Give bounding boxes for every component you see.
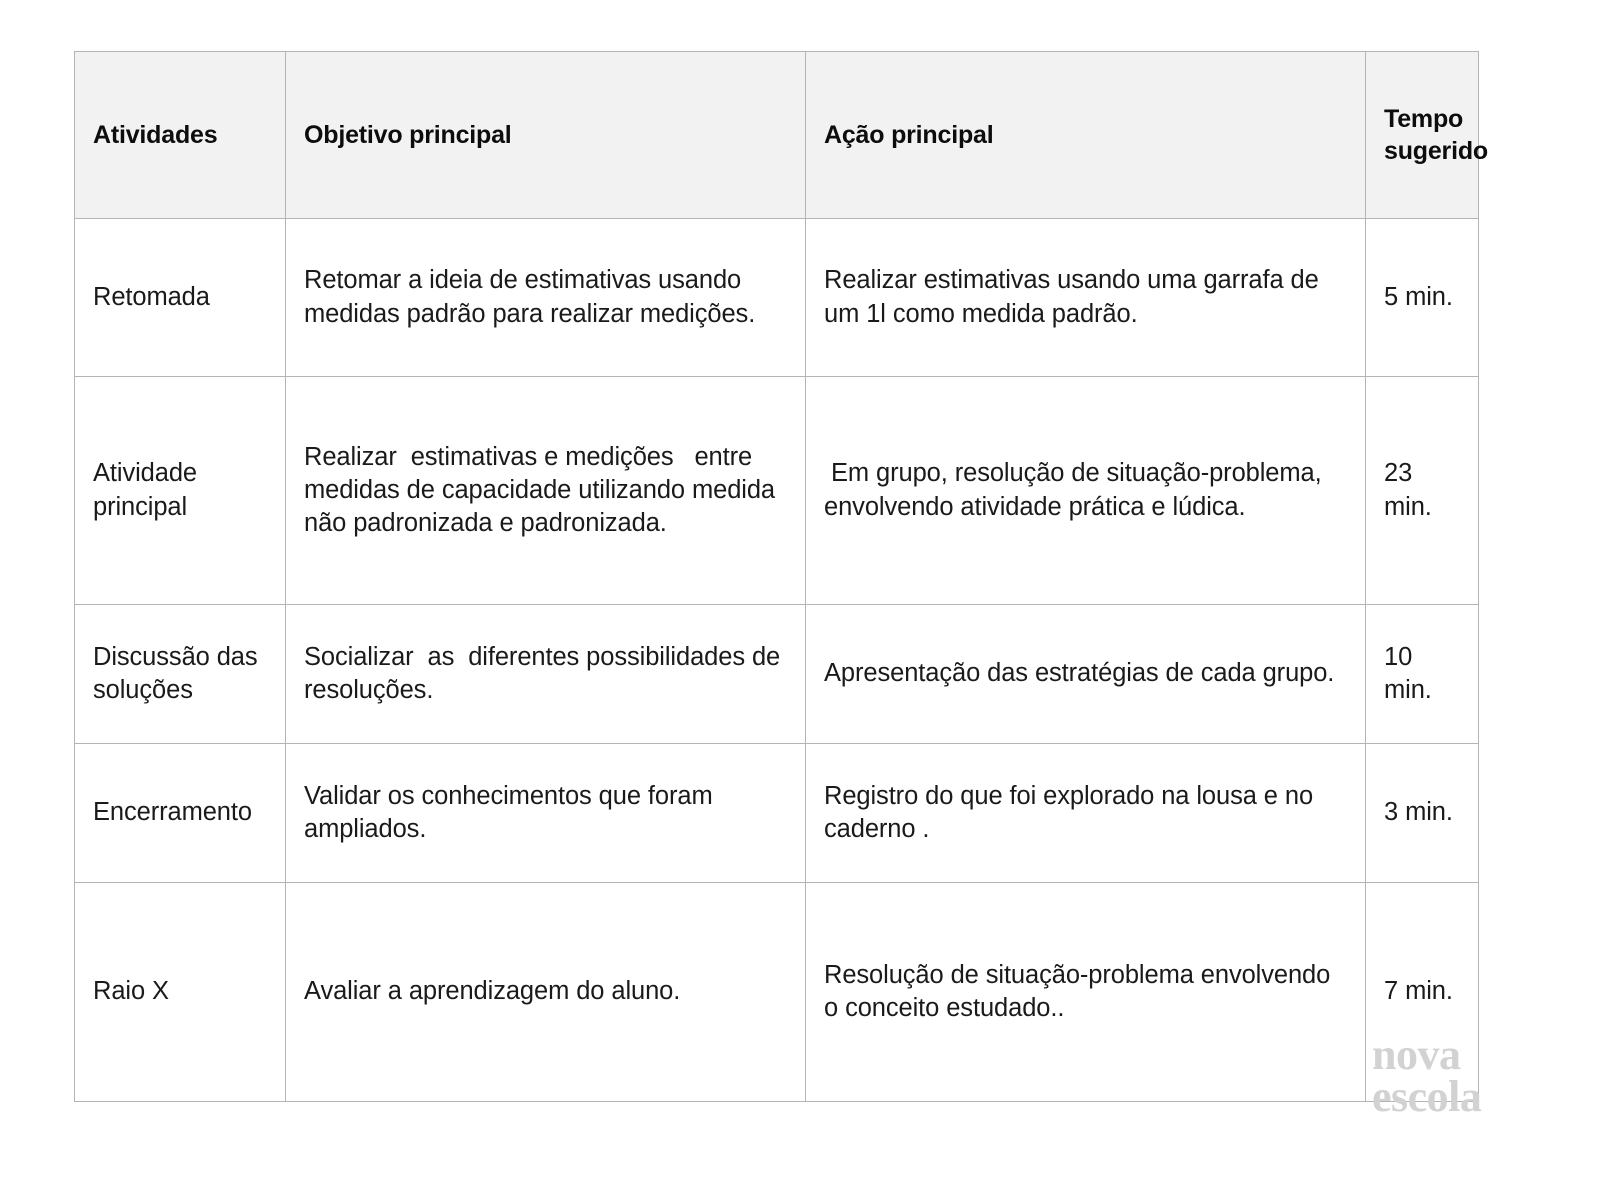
cell-acao: Apresentação das estratégias de cada grupo. (806, 605, 1366, 744)
cell-objetivo: Socializar as diferentes possibilidades de resoluções. (286, 605, 806, 744)
cell-acao: Registro do que foi explorado na lousa e no caderno . (806, 744, 1366, 883)
table-row (75, 883, 1479, 1102)
cell-tempo: 23 min. (1366, 377, 1479, 605)
table-header (75, 52, 1488, 219)
cell-objetivo: Retomar a ideia de estimativas usando medidas padrão para realizar medições. (286, 219, 806, 377)
cell-objetivo: Avaliar a aprendizagem do aluno. (286, 883, 806, 1102)
lesson-plan-table-container (74, 51, 1488, 1102)
cell-tempo: 10 min. (1366, 605, 1479, 744)
cell-atividade: Discussão das soluções (75, 605, 286, 744)
cell-atividade: Atividade principal (75, 377, 286, 605)
cell-acao: Realizar estimativas usando uma garrafa de um 1l como medida padrão. (806, 219, 1366, 377)
table-row (75, 605, 1479, 744)
table-header-row (75, 52, 1479, 219)
cell-atividade: Encerramento (75, 744, 286, 883)
cell-tempo: 7 min. (1366, 883, 1479, 1102)
column-header-tempo-sugerido: Tempo sugerido (1366, 52, 1479, 219)
lesson-plan-table (74, 51, 1488, 1102)
table-row (75, 377, 1479, 605)
cell-acao: Em grupo, resolução de situação-problema, envolvendo atividade prática e lúdica. (806, 377, 1366, 605)
cell-objetivo: Realizar estimativas e medições entre medidas de capacidade utilizando medida não padronizada e padronizada. (286, 377, 806, 605)
logo-line-escola: escola (1372, 1072, 1482, 1122)
cell-tempo: 3 min. (1366, 744, 1479, 883)
cell-tempo: 5 min. (1366, 219, 1479, 377)
column-header-atividades: Atividades (75, 52, 286, 219)
cell-objetivo: Validar os conhecimentos que foram ampliados. (286, 744, 806, 883)
nova-escola-logo (1372, 1030, 1502, 1122)
column-header-acao-principal: Ação principal (806, 52, 1366, 219)
cell-atividade: Raio X (75, 883, 286, 1102)
cell-acao: Resolução de situação-problema envolvendo o conceito estudado.. (806, 883, 1366, 1102)
cell-atividade: Retomada (75, 219, 286, 377)
column-header-objetivo-principal: Objetivo principal (286, 52, 806, 219)
logo-line-nova: nova (1372, 1030, 1461, 1079)
table-body (75, 219, 1479, 1102)
table-row (75, 219, 1479, 377)
table-row (75, 744, 1479, 883)
